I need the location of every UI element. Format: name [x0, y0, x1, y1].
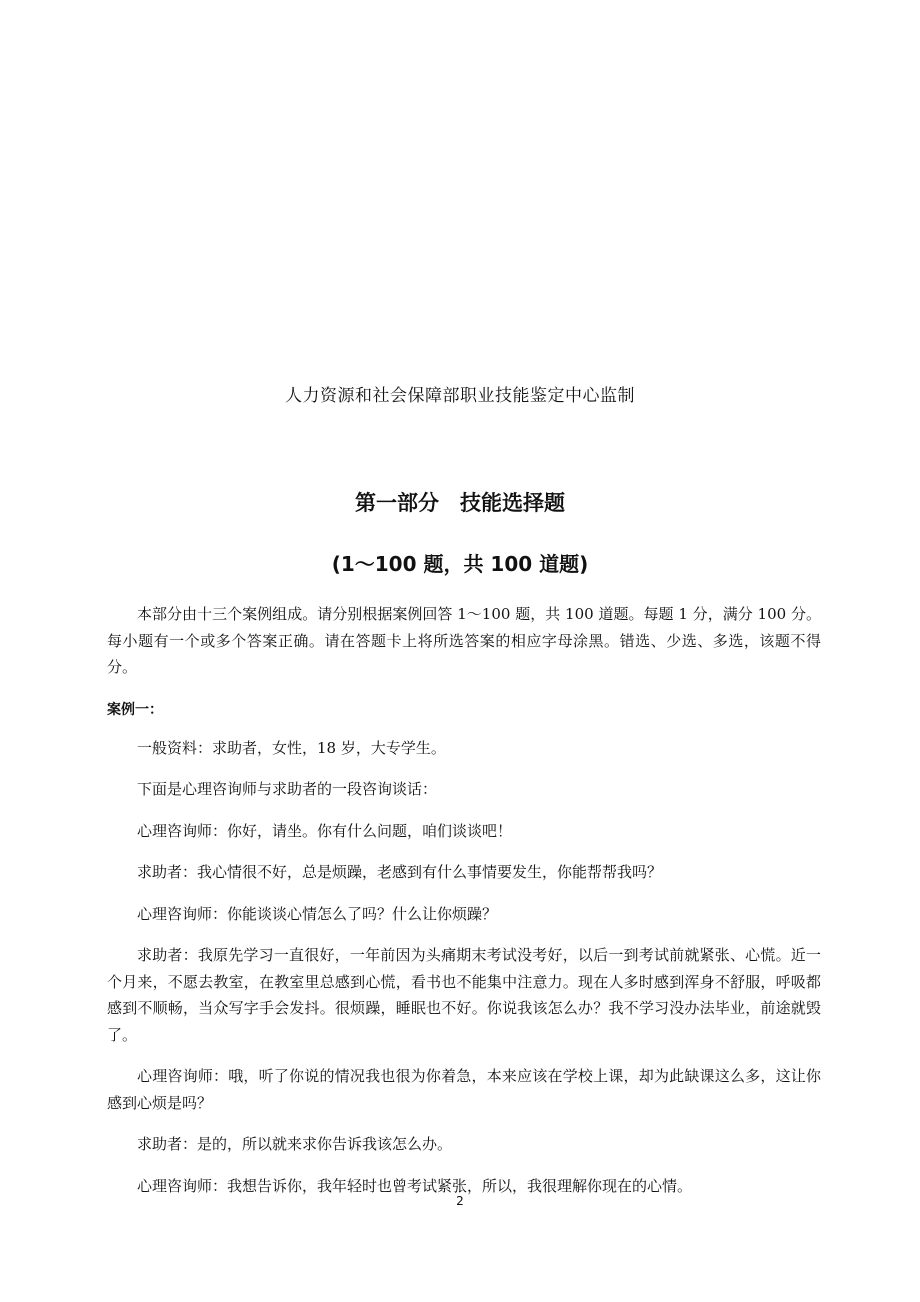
dialogue-client-3: 求助者：是的，所以就来求你告诉我该怎么办。: [137, 1135, 453, 1153]
dialogue-counselor-4: 心理咨询师：我想告诉你，我年轻时也曾考试紧张，所以，我很理解你现在的心情。: [137, 1176, 693, 1195]
supervisor-line: 人力资源和社会保障部职业技能鉴定中心监制: [285, 386, 635, 406]
body-content: [107, 601, 821, 1214]
part-title: 第一部分 技能选择题: [355, 491, 565, 515]
dialogue-counselor-2: 心理咨询师：你能谈谈心情怎么了吗？什么让你烦躁？: [137, 904, 498, 923]
dialogue-client-1: 求助者：我心情很不好，总是烦躁，老感到有什么事情要发生，你能帮帮我吗？: [137, 863, 663, 881]
case-paragraph-general-info: 一般资料：求助者，女性，18 岁，大专学生。: [137, 738, 446, 757]
dialogue-counselor-3: 心理咨询师：哦，听了你说的情况我也很为你着急，本来应该在学校上课，却为此缺课这么多，这让你感到心烦是吗？: [107, 1067, 821, 1112]
case-paragraph-intro: 下面是心理咨询师与求助者的一段咨询谈话：: [137, 780, 438, 798]
instructions-paragraph: 本部分由十三个案例组成。请分别根据案例回答 1～100 题，共 100 道题。每题 1 分，满分 100 分。每小题有一个或多个答案正确。请在答题卡上将所选答案的相应字母涂黑。错选、少选、多选，该题不得分。: [107, 605, 821, 676]
dialogue-counselor-1: 心理咨询师：你好，请坐。你有什么问题，咱们谈谈吧！: [137, 821, 513, 840]
dialogue-client-2: 求助者：我原先学习一直很好，一年前因为头痛期末考试没考好，以后一到考试前就紧张、心慌。近一个月来，不愿去教室，在教室里总感到心慌，看书也不能集中注意力。现在人多时感到浑身不舒服，呼吸都感到不顺畅，当众写字手会发抖。很烦躁，睡眠也不好。你说我该怎么办？我不学习没办法毕业，前途就毁了。: [107, 946, 821, 1044]
page-number: 2: [456, 1194, 464, 1208]
part-subtitle: (1～100 题，共 100 道题): [331, 552, 589, 576]
case-title: 案例一：: [107, 701, 163, 718]
